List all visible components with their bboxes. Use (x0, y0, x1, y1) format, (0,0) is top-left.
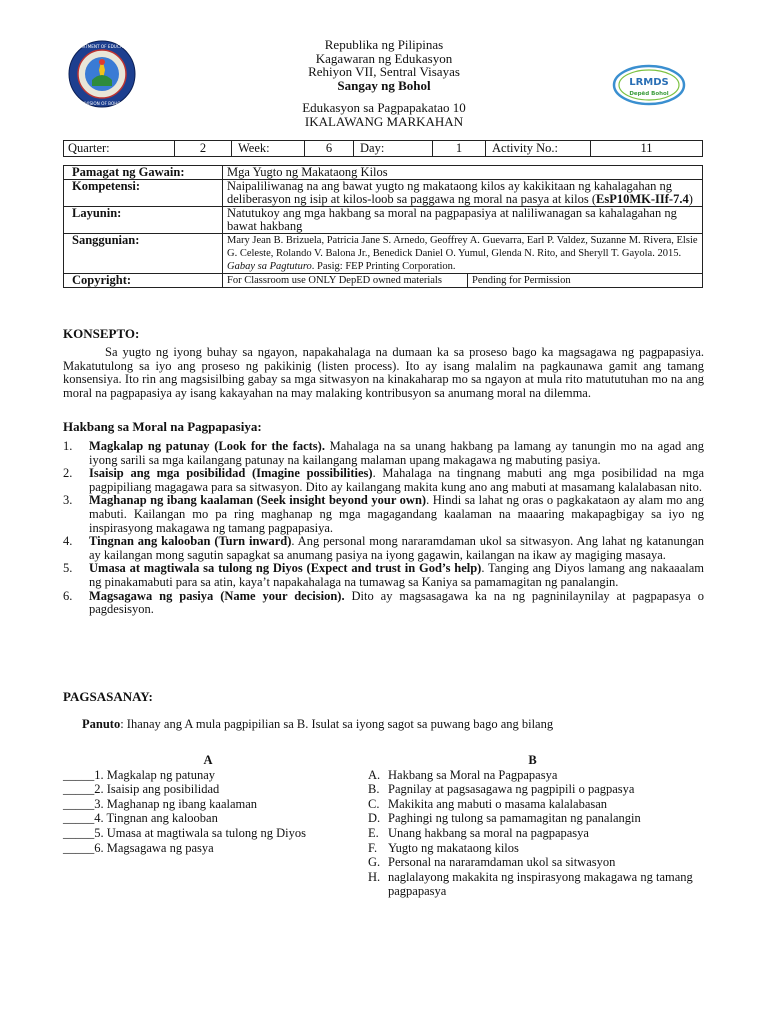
seal-text-bottom: DIVISION OF BOHOL (80, 101, 124, 106)
column-a (63, 753, 353, 855)
kompetensi-value: Naipaliliwanag na ang bawat yugto ng makataong kilos ay kakikitaan ng kahalagahan ng deliberasyon ng isip at kilos-loob sa paggawa ng moral na pasya at kilos (EsP10MK-IIf-7.4) (223, 180, 703, 207)
kompetensi-code: EsP10MK-IIf-7.4 (596, 192, 689, 206)
lrmds-subtitle: Depēd Bohol (629, 91, 669, 97)
header-division: Sangay ng Bohol (337, 77, 431, 93)
column-a-item: _____4. Tingnan ang kalooban (63, 811, 218, 826)
list-item: 3. Maghanap ng ibang kaalaman (Seek insight beyond your own). Hindi sa lahat ng oras o pagkakataon ay alam mo ang mabuti. Kailangan mo pa ring maghanap ng mga magagandang kaalaman na maaaring makapagbigay sa iyo ng inspirasyong makagawa ng tamang pagpapasiya. (63, 493, 704, 535)
list-item: 1. Magkalap ng patunay (Look for the facts). Mahalaga na sa unang hakbang pa lamang ay tanungin mo na agad ang iyong sarili sa mga kailangang patunay na kailangang malaman upang makagawa ng mabuting pasiya. (63, 439, 704, 467)
document-header (0, 38, 768, 128)
kompetensi-label: Kompetensi: (64, 180, 223, 207)
header-subject: Edukasyon sa Pagpapakatao 10 (302, 100, 466, 115)
header-quarter-name: IKALAWANG MARKAHAN (304, 113, 464, 129)
column-b-item: A. Hakbang sa Moral na Pagpapasya (368, 767, 558, 782)
panuto-line (82, 718, 722, 732)
day-value: 1 (433, 141, 486, 157)
column-b (360, 753, 705, 899)
copyright-value: For Classroom use ONLY DepED owned materials (223, 274, 468, 288)
day-label: Day: (354, 141, 433, 157)
pamagat-value: Mga Yugto ng Makataong Kilos (223, 166, 703, 180)
header-republic: Republika ng Pilipinas (324, 37, 444, 52)
sanggunian-title: Gabay sa Pagtuturo (227, 261, 312, 272)
seal-text-top: DEPARTMENT OF EDUCATION (71, 44, 133, 49)
panuto-label: Panuto (82, 717, 121, 731)
column-b-item: B. Pagnilay at pagsasagawa ng pagpipili o pagpasya (368, 782, 635, 797)
sanggunian-label: Sanggunian: (64, 234, 223, 274)
header-region: Rehiyon VII, Sentral Visayas (308, 64, 460, 79)
list-item: 5. Umasa at magtiwala sa tulong ng Diyos (Expect and trust in God’s help). Tanging ang Diyos lamang ang nakaaalam ng pinakamabuti para sa atin, kaya’t napakahalaga na tumawag sa Kaniya sa pamamagitan ng panalangin. (63, 561, 704, 589)
pagsasanay-heading: PAGSASANAY: (63, 689, 153, 704)
column-a-item: _____3. Maghanap ng ibang kaalaman (63, 796, 258, 811)
hakbang-heading: Hakbang sa Moral na Pagpapasiya: (63, 419, 262, 434)
list-item: 2. Isaisip ang mga posibilidad (Imagine possibilities). Mahalaga na tingnang mabuti ang mga posibilidad na mga pagpipiliang magagawa para sa sitwasyon. Dito ay kailangang makita kung ano ang mabuti at masamang kalalabasan nito. (63, 466, 704, 494)
column-a-item: _____5. Umasa at magtiwala sa tulong ng Diyos (63, 825, 307, 840)
activity-value: 11 (591, 141, 703, 157)
column-b-heading: B (528, 753, 537, 767)
week-value: 6 (305, 141, 354, 157)
copyright-label: Copyright: (64, 274, 223, 288)
panuto-text: : Ihanay ang A mula pagpipilian sa B. Isulat sa iyong sagot sa puwang bago ang bilang (120, 717, 554, 731)
layunin-label: Layunin: (64, 207, 223, 234)
column-a-item: _____6. Magsagawa ng pasya (63, 840, 214, 855)
column-b-item: D. Paghingi ng tulong sa pamamagitan ng panalangin (368, 811, 641, 826)
pamagat-label: Pamagat ng Gawain: (64, 166, 223, 180)
column-b-item: H. naglalayong makakita ng inspirasyong makagawa ng tamang pagpapasya (368, 869, 693, 899)
lrmds-title: LRMDS (629, 77, 669, 88)
konsepto-heading: KONSEPTO: (63, 326, 140, 341)
list-item: 6. Magsagawa ng pasiya (Name your decision). Dito ay magsasagawa ka na ng pagninilaynilay at pagpapasya o pagdesisyon. (63, 588, 704, 617)
column-b-item: F. Yugto ng makataong kilos (368, 840, 519, 855)
header-department: Kagawaran ng Edukasyon (315, 50, 453, 66)
quarter-label: Quarter: (64, 141, 175, 157)
activity-info-table (63, 165, 703, 288)
sanggunian-value: Mary Jean B. Brizuela, Patricia Jane S. Arnedo, Geoffrey A. Guevarra, Earl P. Valdez, Suzanne M. Rivera, Elsie G. Celeste, Rolando V. Balona Jr., Benedick Daniel O. Yumul, Glenda N. Rito, and Sheryll T. Gayola. 2015. Gabay sa Pagtuturo. Pasig: FEP Printing Corporation. (223, 234, 703, 274)
column-a-item: _____2. Isaisip ang posibilidad (63, 782, 220, 797)
week-label: Week: (232, 141, 305, 157)
activity-label: Activity No.: (486, 141, 591, 157)
quarter-value: 2 (175, 141, 232, 157)
column-a-item: _____1. Magkalap ng patunay (63, 767, 216, 782)
quarter-table (63, 140, 703, 157)
list-item: 4. Tingnan ang kalooban (Turn inward). Ang personal mong nararamdaman ukol sa sitwasyon. Ang lahat ng katanungan ay kailangan mong sagutin sapagkat sa anumang pasiya na iyong gagawin, kailangan na ikaw ay magiging masaya. (63, 534, 704, 562)
column-b-item: G. Personal na nararamdaman ukol sa sitwasyon (368, 855, 616, 870)
column-b-item: E. Unang hakbang sa moral na pagpapasya (368, 825, 589, 840)
konsepto-paragraph: Sa yugto ng iyong buhay sa ngayon, napakahalaga na dumaan ka sa proseso bago ka magsagawa ng pagpapasiya. Makatutulong sa iyo ang proseso ng pakikinig (listen process). Ito ay isang malalim na pagkaunawa gamit ang tamang konsensiya. Ito rin ang magsisilbing gabay sa mga sitwasyon na kinakaharap mo sa ngayon at mula rito matututuhan mo na ang moral na pagpapasiya ay isang kakayahan na may malaking kontribusyon sa anumang moral na dilemma. (63, 345, 704, 400)
column-b-item: C. Makikita ang mabuti o masama kalalabasan (368, 796, 608, 811)
hakbang-list (63, 440, 704, 617)
layunin-value: Natutukoy ang mga hakbang sa moral na pagpapasiya at naliliwanagan sa kahalagahan ng bawat hakbang (223, 207, 703, 234)
copyright-status: Pending for Permission (468, 274, 703, 288)
column-a-heading: A (203, 753, 213, 767)
